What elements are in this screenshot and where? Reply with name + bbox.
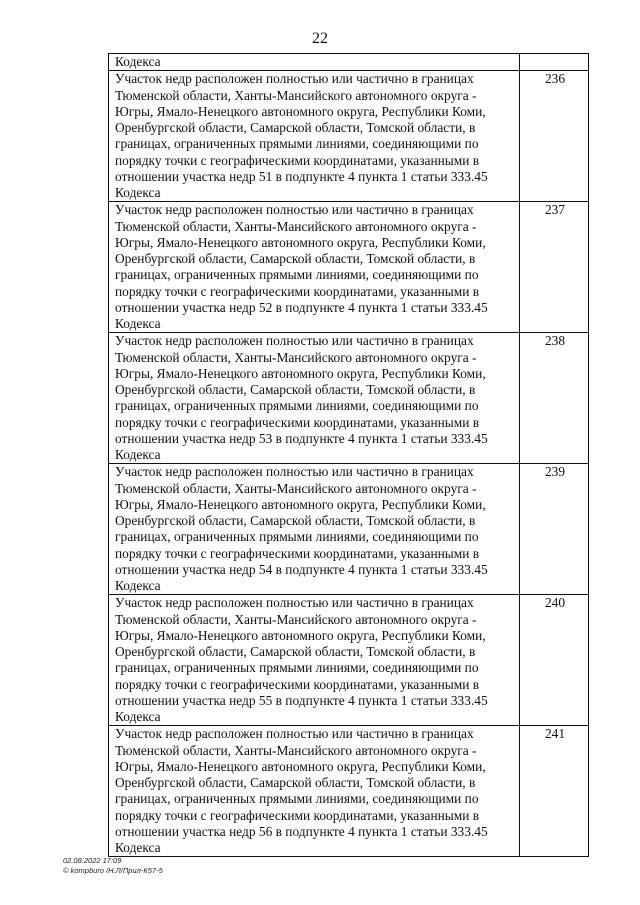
table-body [109, 54, 589, 857]
table-row [109, 333, 589, 464]
continuation-number-cell [520, 54, 589, 71]
footer-date: 02.08.2022 17:09 [63, 856, 122, 865]
row-number: 240 [520, 595, 589, 726]
continuation-row [109, 54, 589, 71]
row-number: 236 [520, 71, 589, 202]
table-row [109, 202, 589, 333]
row-text: Участок недр расположен полностью или частично в границах Тюменской области, Ханты-Мансийского автономного округа - Югры, Ямало-Ненецкого автономного округа, Республики Коми, Оренбургской области, Самарской области, Томской области, в границах, ограниченных прямыми линиями, соединяющими по порядку точки с географическими координатами, указанными в отношении участка недр 53 в подпункте 4 пункта 1 статьи 333.45 Кодекса [109, 333, 520, 464]
row-number: 241 [520, 726, 589, 857]
footer [63, 856, 163, 876]
row-number: 238 [520, 333, 589, 464]
row-text: Участок недр расположен полностью или частично в границах Тюменской области, Ханты-Мансийского автономного округа - Югры, Ямало-Ненецкого автономного округа, Республики Коми, Оренбургской области, Самарской области, Томской области, в границах, ограниченных прямыми линиями, соединяющими по порядку точки с географическими координатами, указанными в отношении участка недр 55 в подпункте 4 пункта 1 статьи 333.45 Кодекса [109, 595, 520, 726]
table-row [109, 726, 589, 857]
table-row [109, 595, 589, 726]
table-row [109, 464, 589, 595]
row-text: Участок недр расположен полностью или частично в границах Тюменской области, Ханты-Мансийского автономного округа - Югры, Ямало-Ненецкого автономного округа, Республики Коми, Оренбургской области, Самарской области, Томской области, в границах, ограниченных прямыми линиями, соединяющими по порядку точки с географическими координатами, указанными в отношении участка недр 51 в подпункте 4 пункта 1 статьи 333.45 Кодекса [109, 71, 520, 202]
row-text: Участок недр расположен полностью или частично в границах Тюменской области, Ханты-Мансийского автономного округа - Югры, Ямало-Ненецкого автономного округа, Республики Коми, Оренбургской области, Самарской области, Томской области, в границах, ограниченных прямыми линиями, соединяющими по порядку точки с географическими координатами, указанными в отношении участка недр 52 в подпункте 4 пункта 1 статьи 333.45 Кодекса [109, 202, 520, 333]
page-number: 22 [312, 30, 328, 47]
document-table [108, 53, 589, 857]
row-number: 237 [520, 202, 589, 333]
row-text: Участок недр расположен полностью или частично в границах Тюменской области, Ханты-Мансийского автономного округа - Югры, Ямало-Ненецкого автономного округа, Республики Коми, Оренбургской области, Самарской области, Томской области, в границах, ограниченных прямыми линиями, соединяющими по порядку точки с географическими координатами, указанными в отношении участка недр 54 в подпункте 4 пункта 1 статьи 333.45 Кодекса [109, 464, 520, 595]
continuation-text: Кодекса [109, 54, 520, 71]
footer-author: © kompburo /Н.Л/Прил-К57-5 [63, 866, 163, 875]
row-number: 239 [520, 464, 589, 595]
row-text: Участок недр расположен полностью или частично в границах Тюменской области, Ханты-Мансийского автономного округа - Югры, Ямало-Ненецкого автономного округа, Республики Коми, Оренбургской области, Самарской области, Томской области, в границах, ограниченных прямыми линиями, соединяющими по порядку точки с географическими координатами, указанными в отношении участка недр 56 в подпункте 4 пункта 1 статьи 333.45 Кодекса [109, 726, 520, 857]
table-row [109, 71, 589, 202]
